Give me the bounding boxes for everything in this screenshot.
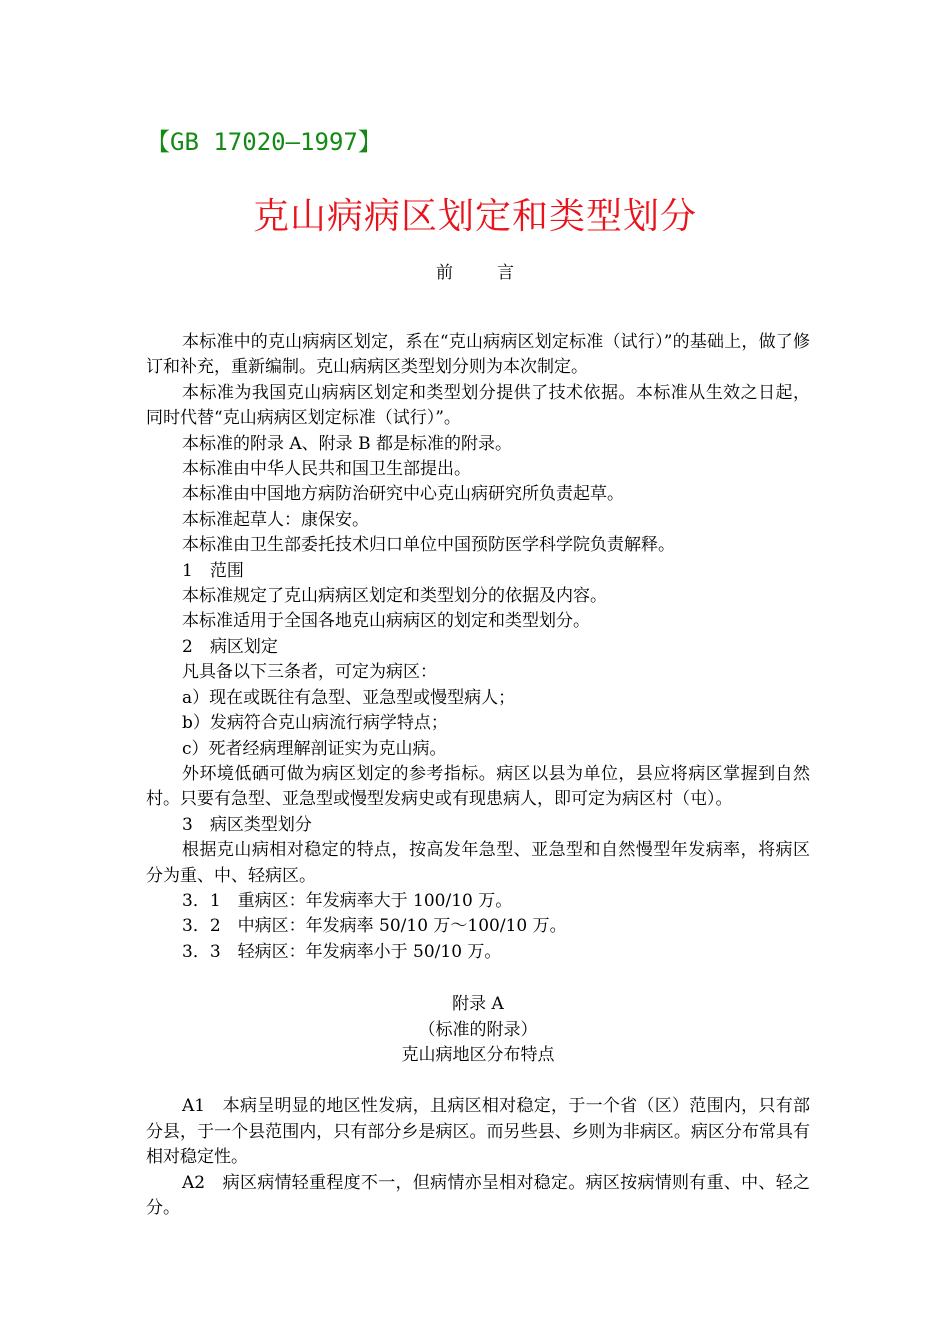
paragraph: 凡具备以下三条者，可定为病区： <box>182 662 437 683</box>
paragraph: 本标准由中国地方病防治研究中心克山病研究所负责起草。 <box>182 484 624 505</box>
paragraph: 本标准中的克山病病区划定，系在“克山病病区划定标准（试行）”的基础上，做了修订和补充，重新编制。克山病病区类型划分则为本次制定。 <box>146 332 810 378</box>
appendix-name: 克山病地区分布特点 <box>401 1044 555 1065</box>
list-item: 3．1 重病区：年发病率大于 100/10 万。 <box>182 890 513 911</box>
paragraph: A2 病区病情轻重程度不一，但病情亦呈相对稳定。病区按病情则有重、中、轻之分。 <box>146 1172 810 1218</box>
paragraph: 根据克山病相对稳定的特点，按高发年急型、亚急型和自然慢型年发病率，将病区分为重、中、轻病区。 <box>146 840 810 886</box>
section-heading: 3 病区类型划分 <box>182 814 312 835</box>
paragraph: A1 本病呈明显的地区性发病，且病区相对稳定，于一个省（区）范围内，只有部分县，于一个县范围内，只有部分乡是病区。而另些县、乡则为非病区。病区分布常具有相对稳定性。 <box>146 1096 810 1168</box>
paragraph: 外环境低硒可做为病区划定的参考指标。病区以县为单位，县应将病区掌握到自然村。只要有急型、亚急型或慢型发病史或有现患病人，即可定为病区村（屯）。 <box>146 763 810 810</box>
paragraph: 本标准的附录 A、附录 B 都是标准的附录。 <box>182 433 512 454</box>
list-item: a）现在或既往有急型、亚急型或慢型病人； <box>182 687 516 708</box>
paragraph: 本标准起草人：康保安。 <box>182 509 369 530</box>
paragraph: 本标准适用于全国各地克山病病区的划定和类型划分。 <box>182 611 590 632</box>
paragraph: 本标准规定了克山病病区划定和类型划分的依据及内容。 <box>182 586 607 607</box>
list-item: c）死者经病理解剖证实为克山病。 <box>182 738 447 759</box>
list-item: 3．2 中病区：年发病率 50/10 万～100/10 万。 <box>182 916 567 937</box>
document-title: 克山病病区划定和类型划分 <box>252 196 697 237</box>
foreword-heading: 前言 <box>436 263 558 283</box>
paragraph: 本标准由卫生部委托技术归口单位中国预防医学科学院负责解释。 <box>182 535 675 556</box>
list-item: 3．3 轻病区：年发病率小于 50/10 万。 <box>182 941 502 962</box>
paragraph: 本标准为我国克山病病区划定和类型划分提供了技术依据。本标准从生效之日起，同时代替“克山病病区划定标准（试行）”。 <box>146 382 810 429</box>
section-heading: 1 范围 <box>182 560 244 581</box>
standard-code: 【GB 17020—1997】 <box>146 128 382 156</box>
list-item: b）发病符合克山病流行病学特点； <box>182 713 448 734</box>
section-heading: 2 病区划定 <box>182 636 278 657</box>
paragraph: 本标准由中华人民共和国卫生部提出。 <box>182 459 471 480</box>
appendix-subtitle: （标准的附录） <box>418 1019 538 1040</box>
document-body <box>146 330 810 1221</box>
appendix-title: 附录 A <box>452 994 504 1015</box>
